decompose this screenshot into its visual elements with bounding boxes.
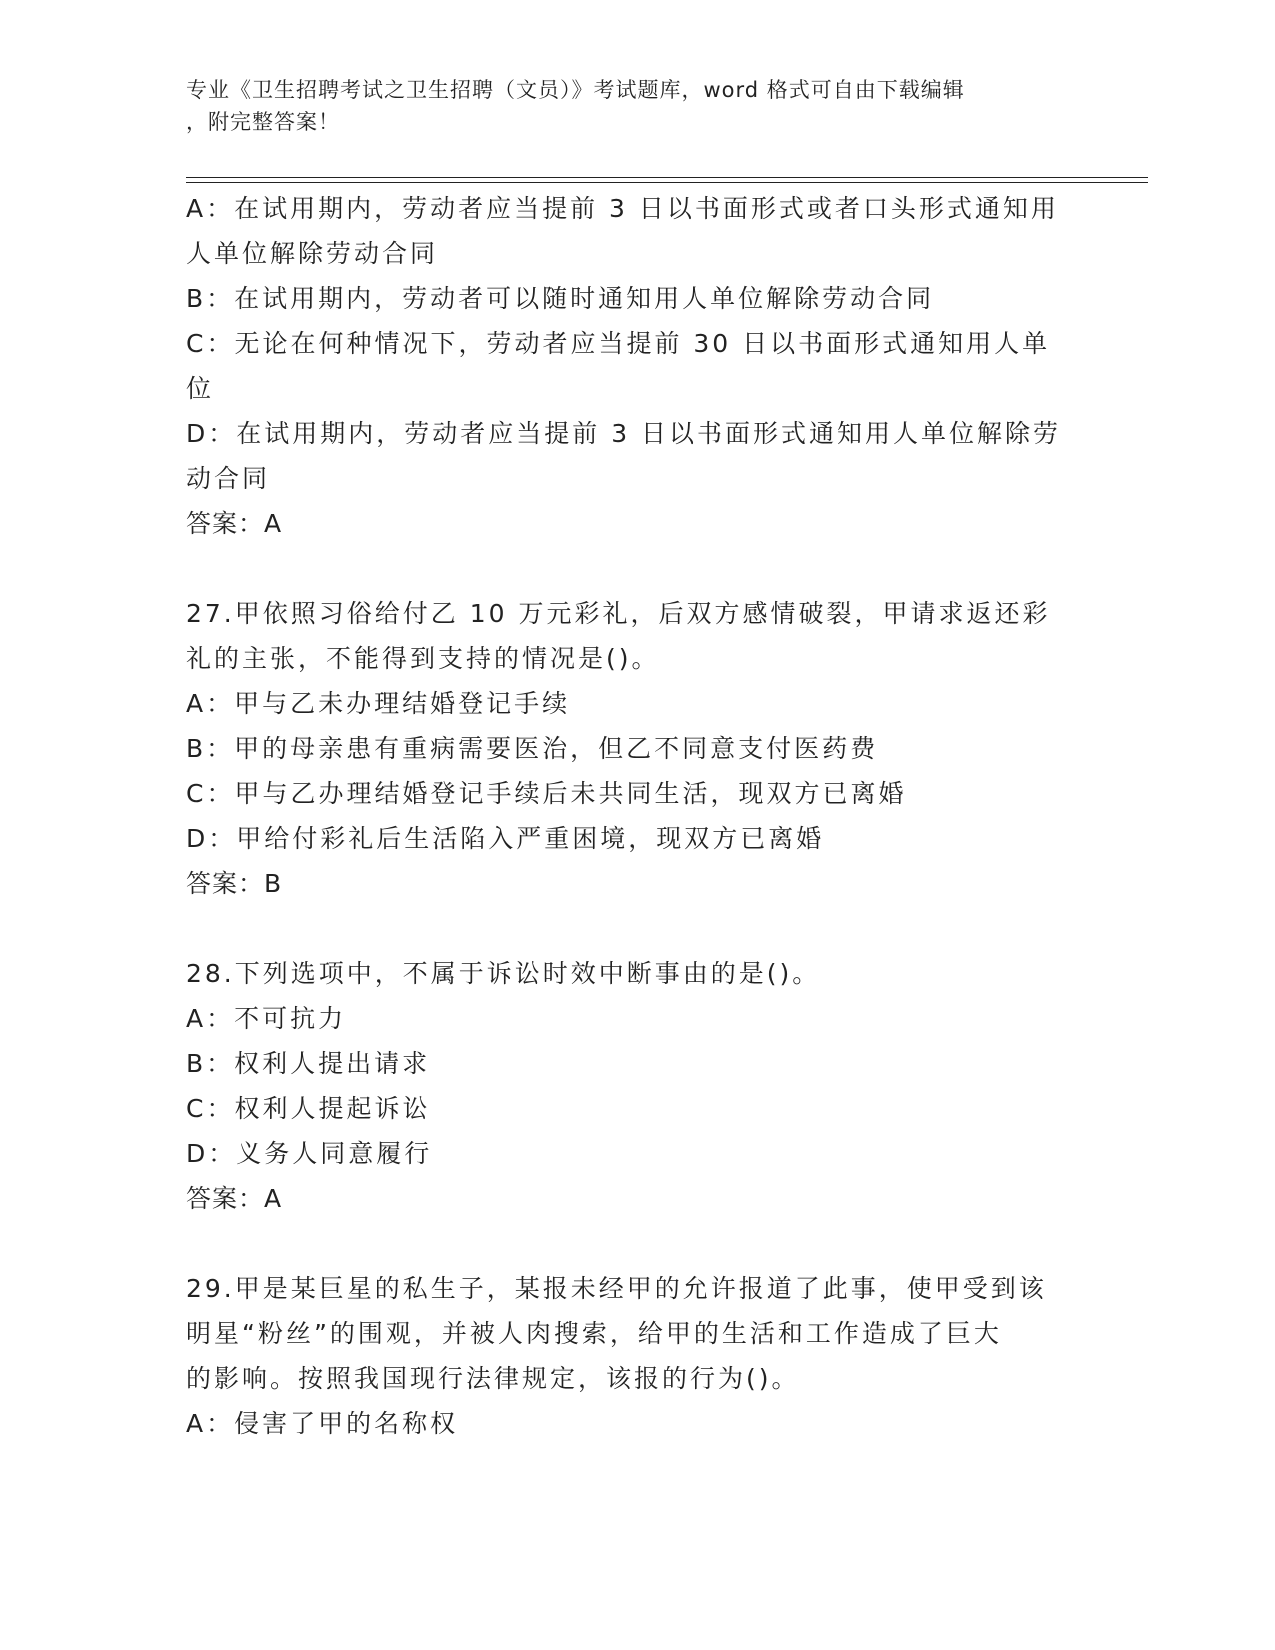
header-line-2: ，附完整答案！ [186,110,340,134]
answer-label: 答案：A [186,1184,283,1213]
question-stem: 29.甲是某巨星的私生子，某报未经甲的允许报道了此事，使甲受到该 [186,1274,1047,1303]
option-c-cont: 位 [186,374,215,403]
option-d: D：甲给付彩礼后生活陷入严重困境，现双方已离婚 [186,824,825,853]
option-d: D：义务人同意履行 [186,1139,433,1168]
question-stem-cont: 的影响。按照我国现行法律规定，该报的行为()。 [186,1364,800,1393]
question-stem: 27.甲依照习俗给付乙 10 万元彩礼，后双方感情破裂，甲请求返还彩 [186,599,1051,628]
question-stem-cont: 明星“粉丝”的围观，并被人肉搜索，给甲的生活和工作造成了巨大 [186,1319,1002,1348]
spacer [186,1221,1066,1266]
spacer [186,546,1066,591]
question-stem: 28.下列选项中，不属于诉讼时效中断事由的是()。 [186,959,821,988]
header-line-1: 专业《卫生招聘考试之卫生招聘（文员）》考试题库，word 格式可自由下载编辑 [186,78,965,102]
option-a: A：在试用期内，劳动者应当提前 3 日以书面形式或者口头形式通知用 [186,194,1059,223]
answer-label: 答案：B [186,869,283,898]
question-29-block [186,1266,1066,1446]
option-a: A：不可抗力 [186,1004,347,1033]
option-c: C：甲与乙办理结婚登记手续后未共同生活，现双方已离婚 [186,779,907,808]
document-header [186,74,1066,138]
option-c: C：无论在何种情况下，劳动者应当提前 30 日以书面形式通知用人单 [186,329,1051,358]
option-a-cont: 人单位解除劳动合同 [186,239,439,268]
question-28-block [186,951,1066,1221]
option-d-cont: 动合同 [186,464,271,493]
document-body [186,186,1066,1446]
option-a: A：甲与乙未办理结婚登记手续 [186,689,571,718]
answer-label: 答案：A [186,509,283,538]
option-b: B：在试用期内，劳动者可以随时通知用人单位解除劳动合同 [186,284,935,313]
option-a: A：侵害了甲的名称权 [186,1409,459,1438]
option-d: D：在试用期内，劳动者应当提前 3 日以书面形式通知用人单位解除劳 [186,419,1062,448]
option-b: B：权利人提出请求 [186,1049,431,1078]
header-divider-bottom [186,182,1148,183]
question-stem-cont: 礼的主张，不能得到支持的情况是()。 [186,644,660,673]
question-27-block [186,591,1066,906]
option-c: C：权利人提起诉讼 [186,1094,431,1123]
spacer [186,906,1066,951]
option-b: B：甲的母亲患有重病需要医治，但乙不同意支付医药费 [186,734,879,763]
header-divider-top [186,177,1148,178]
question-26-block [186,186,1066,546]
